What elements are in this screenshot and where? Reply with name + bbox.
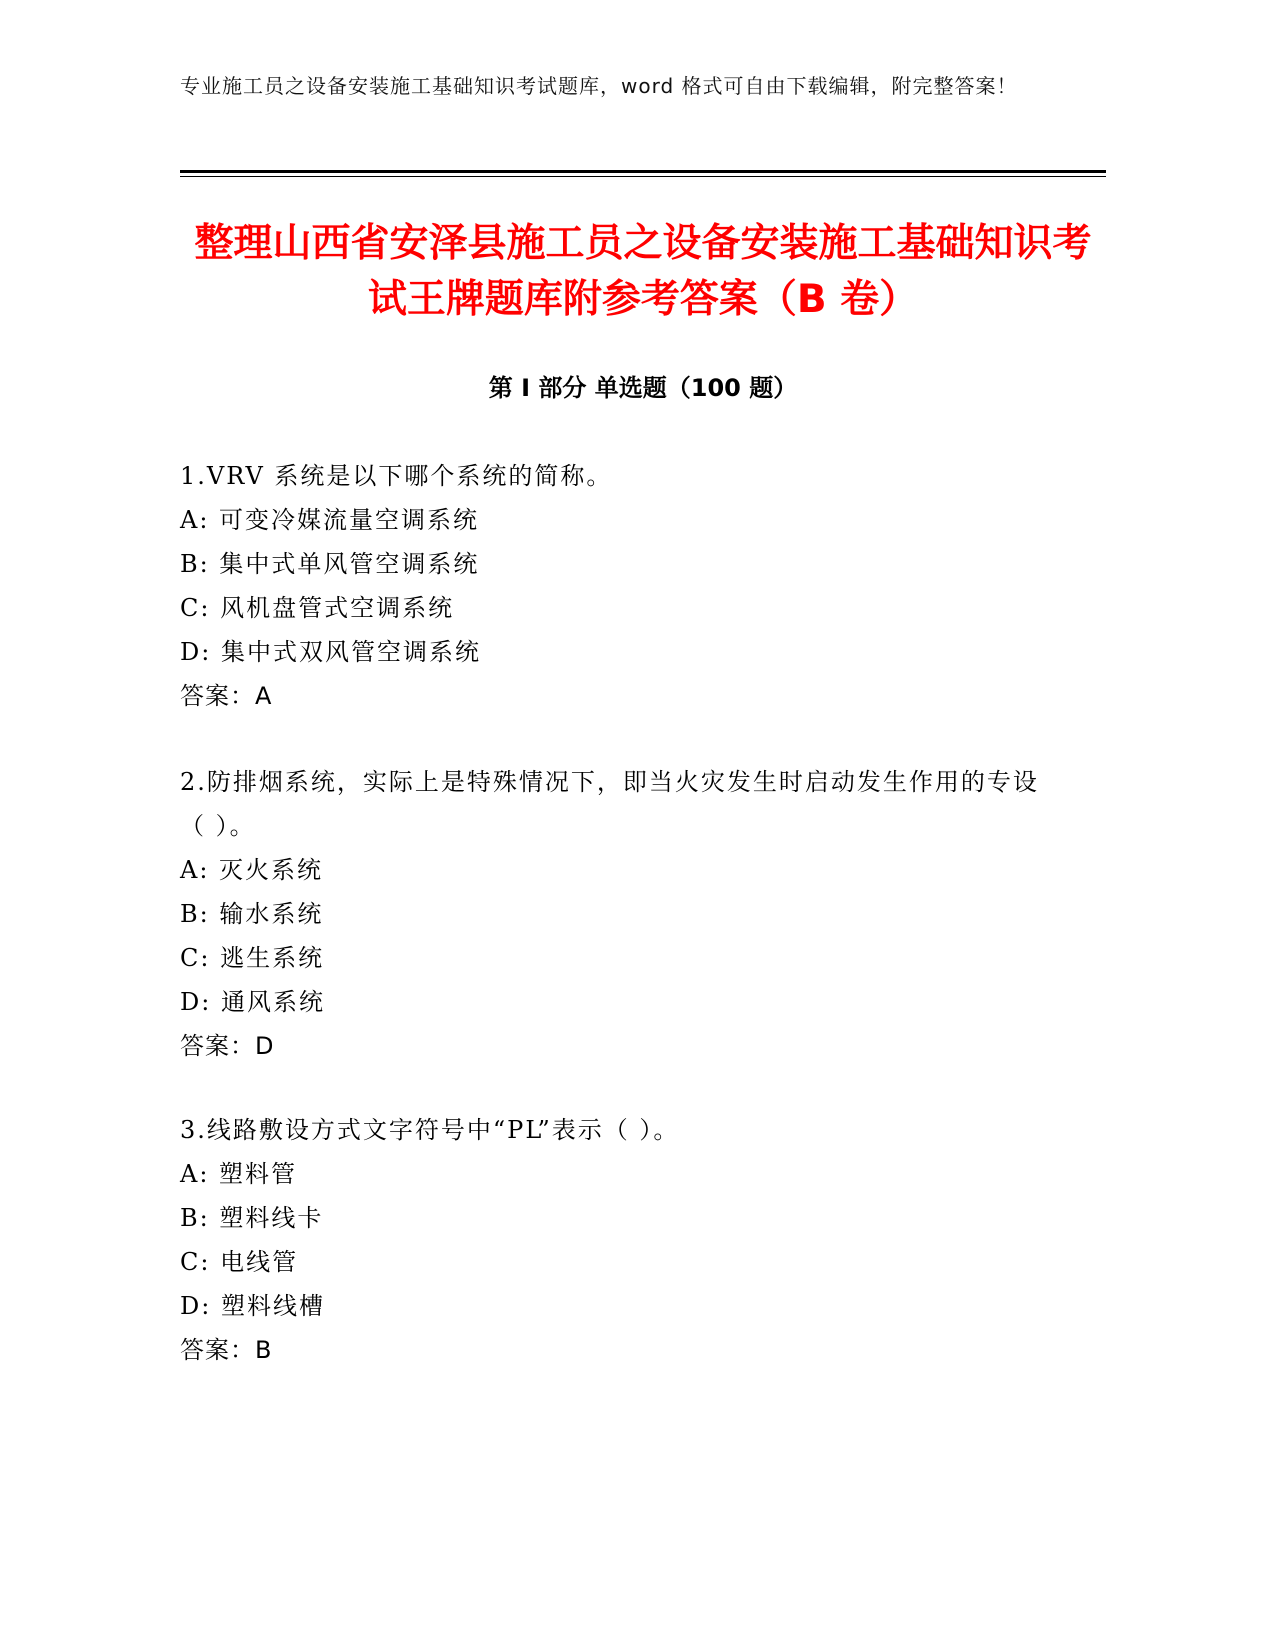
option-a: A: 灭火系统 (180, 856, 324, 884)
question-3 (180, 1108, 1040, 1372)
option-c: C: 风机盘管式空调系统 (180, 594, 455, 622)
question-stem: 3.线路敷设方式文字符号中“PL”表示（ ）。 (180, 1116, 680, 1144)
answer: 答案：A (180, 682, 273, 710)
question-stem: 1.VRV 系统是以下哪个系统的简称。 (180, 462, 613, 490)
option-c: C: 电线管 (180, 1248, 299, 1276)
answer: 答案：D (180, 1032, 275, 1060)
header-divider-thick (180, 170, 1106, 173)
option-d: D: 塑料线槽 (180, 1292, 325, 1320)
header-divider-thin (180, 176, 1106, 177)
answer: 答案：B (180, 1336, 273, 1364)
section-title: 第 I 部分 单选题（100 题） (488, 374, 798, 402)
question-stem: 2.防排烟系统，实际上是特殊情况下，即当火灾发生时启动发生作用的专设（ ）。 (180, 768, 1039, 840)
option-b: B: 输水系统 (180, 900, 324, 928)
option-d: D: 通风系统 (180, 988, 325, 1016)
header-note: 专业施工员之设备安装施工基础知识考试题库，word 格式可自由下载编辑，附完整答案！ (180, 74, 1018, 98)
question-2 (180, 760, 1040, 1068)
option-c: C: 逃生系统 (180, 944, 325, 972)
document-title: 整理山西省安泽县施工员之设备安装施工基础知识考试王牌题库附参考答案（B 卷） (194, 221, 1092, 322)
option-a: A: 可变冷媒流量空调系统 (180, 506, 480, 534)
option-b: B: 集中式单风管空调系统 (180, 550, 480, 578)
question-1 (180, 454, 1040, 718)
option-a: A: 塑料管 (180, 1160, 298, 1188)
option-b: B: 塑料线卡 (180, 1204, 324, 1232)
option-d: D: 集中式双风管空调系统 (180, 638, 481, 666)
